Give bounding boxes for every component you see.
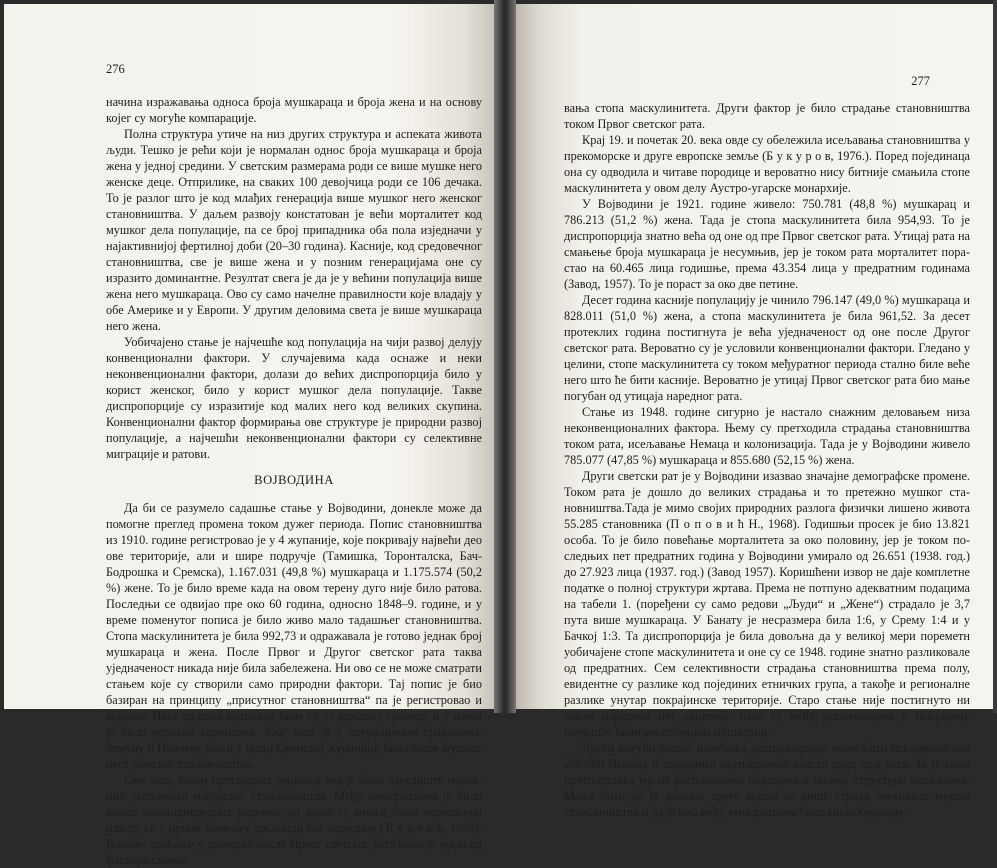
paragraph: вања стопа маскулинитета. Други фактор је било страдање становништва током Првог светског рата. — [564, 101, 970, 131]
paragraph: Други светски рат је у Војводини изазвао значајне демографске промене. Током рата је дошло до великих страдања и то претежно мушког становништва.Тада је мимо својих природних разлога физички лишено живота 55.285 становника (П о п о в и ћ Н., 1968). Годишњи просек је био 13.821 особа. То је било повећање морталитета за око половину, јер је током последњих пет предратних година у Војводини умирало од 26.651 (1938. год.) до 27.923 лица (1937. год.) (Завод 1957). Коришћени извор не даје комплетне податке о полној структури жртава. Према не потпуно адекватним подацима на табели 1. (поређени су само редови „Људи“ и „Жене“) страдало је 3,7 пута више мушкараца. У Банату је несразмера била 1:6, у Срему 1:4 и у Бачкој 1:3. Та диспропорција је била довољна да у великој мери пореметн уобичајене стопе маскулинитета и оне су се 1948. године знатно разликовале од предратних. Сем селективности страдања становништва према полу, евидентне су разлике код појединих етничких група, а такође и регионалне разлике унутар покрајинске територије. Старо стање није постигнуто ни током наредних пет деценија, иако су мећу усељеницима у Покрајину најчешће били многобројни мушкарци. — [564, 469, 970, 739]
right-page — [516, 4, 994, 819]
left-page — [4, 4, 494, 867]
paragraph: Уобичајено стање је најчешће код популација на чији развој делују конвенционални фактори. У случајевима када оснажe и неки неконвенционални фактори, долази до већих диспропорција било у корист женског, било у корист мушког дела популације. Такве диспропорције су изразитије код малих него код великих скупина. Конвенционални фактор формирања ове структуре је природни развој популације, а најчешћи неконвенционални фактори су селективне миграције и ратови. — [106, 335, 482, 461]
paragraph: Сем тога, током претходних деценија ово је било одредиште масовних усељавања мађарског становништва. Међу имигрантима је било много пољопривредних радника, од којих су многи били неожењени или су се у првом моменту доселили без породице (Ћ у р ч и ћ, 1995). Њихово враћање у домицил после Првог светског рата било је један од фактора смањи- — [106, 773, 482, 867]
paragraph: Да би се разумело садашње стање у Војводини, донекле може да помогне преглед промена током дужег периода. Попис становништва из 1910. године регистровао је у 4 жупаније, које покривају највећи део ове територије, али и шире подручје (Тамишка, Торонталска, Бач-Бодрошка и Сремска), 1.167.031 (49,8 %) мушкараца и 1.175.574 (50,2 %) жене. То је било време када на овом терену дуго није било ратова. Последњи се одвијао пре око 60 година, односно 1848–9. године, и у време поменутог пописа је било живо мало тадашњег становништва. Стопа маскулинитета је била 992,73 и одражавала је готово једнак број мушкараца и жена. После Првог и Другог светског рата таква уједначеност никада није била забележена. Ни ово се не може сматрати стањем које су створили само природни фактори. Тај попис је био базиран на принципу „присутног становништва“ па је регистровао и војнике. Неке од ових жупанија биле су уз државну границу и у њима је било великих гарнизона. Због тога је у пограничним градовима, Земуну и Панчеву, као и у целој Сремској жупанији, било више мушког него женског становништва. — [106, 501, 482, 771]
page-number-left: 276 — [106, 62, 125, 76]
right-text-column — [564, 100, 970, 820]
page-edge — [993, 0, 997, 713]
paragraph: Крај 19. и почетак 20. века овде су обележила исељавања становништва у прекоморске и друге европске земље (Б у к у р о в, 1976.). Поред појединаца она су одводила и читаве породице и вероватно нису битније смањила стопе маскулинитета у овом делу Аустро-угарске монархије. — [564, 133, 970, 195]
paragraph: У Војводини је 1921. године живело: 750.781 (48,8 %) мушкарац и 786.213 (51,2 %) жена. Тада је стопа маскулинитета била 954,93. То је диспропорција знатно већа од оне од пре Првог светског рата. Утицај рата на смањење броја мушкараца је несумњив, јер је током рата морталитет порастао на 60.465 лица годишње, према 43.354 лица у предратним годинама (Завод, 1957). То је пораст за око две петине. — [564, 197, 970, 291]
paragraph: Стање из 1948. године сигурно је настало снажним деловањем низа неконвенционалних фактора. Њему су претходила страдања становништва током рата, исељавање Немаца и колонизација. Тада је у Војводини живело 785.077 (47,85 %) мушкараца и 855.680 (52,15 %) жена. — [564, 405, 970, 467]
page-number-right: 277 — [911, 74, 930, 88]
paragraph: Други могући разлог повећања диспропорције може бити исељавање око 250.000 Немаца и сарадника окупационих власти пред крај рата. То је само претпоставка јер не располажемо подацима о полној структури исељеника. Може бити да је долазак друге војске са више страха очекивало мушко становништво и да је оно међу емигрантима било многобројније. — [564, 741, 970, 819]
paragraph: Полна структура утиче на низ других структура и аспеката живота људи. Тешко је рећи који је нормалан однос броја мушкараца и броја жена у једној средини. У светским размерама роди се више мушке него женске деце. Отприлике, на сваких 100 девојчица роди се 106 дечака. То је разлог што је код млађих генерација више мушког него женског становништва. У даљем развоју констатован је већи морталитет код мушког дела популације, па се број припадника оба пола изједначи у најактивнијој фертилној доби (20–30 година). Касније, код средовечног становништва, све је више жена и у позним генерацијама оне су изразито доминантне. Резултат свега је да је у већини популација више жена него мушкараца. Ово су само начелне правилности које владају у обе Америке и у Европи. У другим деловима света је више мушкараца него жена. — [106, 127, 482, 333]
paragraph: начина изражавања односа броја мушкараца и броја жена и на основу којег су могуће компарације. — [106, 95, 482, 125]
section-heading: ВОЈВОДИНА — [254, 473, 334, 487]
left-text-column — [106, 94, 482, 868]
paragraph: Десет година касније популацију је чинило 796.147 (49,0 %) мушкараца и 828.011 (51,0 %) жена, а стопа маскулинитета је била 961,52. За десет протеклих година постигнута је већа уједначеност од оне после Другог светског рата. Вероватно су је условили конвенционални фактори. Гледано у целини, стопе маскулинитета су током међуратног периода стално биле веће него што ће бити касније. Вероватно је утицај Првог светског рата био мање погубан од утицаја наредног рата. — [564, 293, 970, 403]
book-spine — [494, 0, 516, 713]
